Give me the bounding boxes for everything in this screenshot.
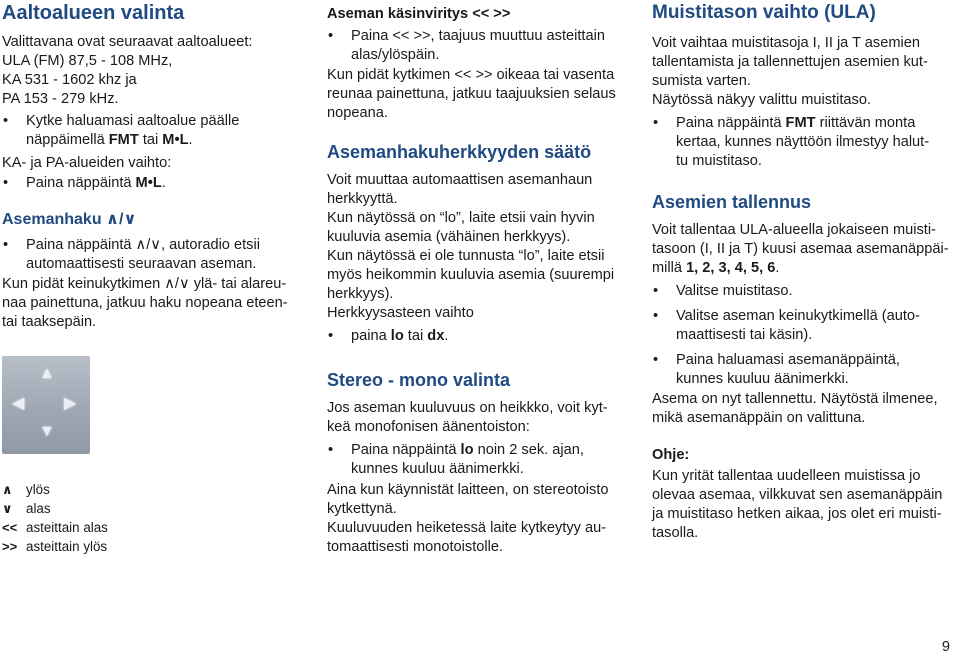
heading-kasinviritys: Aseman käsinviritys << >>: [327, 6, 511, 22]
key-lo: lo: [460, 442, 474, 458]
text: millä: [652, 260, 687, 276]
text-line: myös heikommin kuuluvia asemia (suurempi: [327, 267, 615, 283]
legend-text: alas: [26, 501, 51, 516]
text-line: herkkyyttä.: [327, 191, 398, 207]
legend-text: asteittain ylös: [26, 539, 108, 554]
symbol: ∨: [2, 501, 13, 516]
text-line: tasoon (I, II ja T) kuusi asemaa asemanäppäi-: [652, 241, 949, 257]
list-item: [327, 441, 633, 479]
bullet-list: [2, 174, 292, 193]
key-ml: M•L: [162, 132, 189, 148]
legend-row: [2, 480, 292, 499]
text: automaattisesti seuraavan aseman.: [26, 256, 257, 272]
text-line: Aina kun käynnistät laitteen, on stereotoisto: [327, 482, 609, 498]
symbol: >>: [2, 539, 18, 554]
key-fmt: FMT: [785, 115, 816, 131]
text-line: olevaa asemaa, vilkkuvat sen asemanäppäin: [652, 487, 943, 503]
text-line: Herkkyysasteen vaihto: [327, 305, 474, 321]
bullet-list: [327, 327, 633, 346]
text: näppäimellä: [26, 132, 109, 148]
text-line: Näytössä näkyy valittu muistitaso.: [652, 92, 871, 108]
text: .: [188, 132, 193, 148]
text-line: KA 531 - 1602 khz ja: [2, 72, 137, 88]
text-line: Valittavana ovat seuraavat aaltoalueet:: [2, 34, 253, 50]
text: kunnes kuuluu äänimerkki.: [676, 371, 849, 387]
text-line: Voit tallentaa ULA-alueella jokaiseen muisti-: [652, 222, 936, 238]
key-fmt: FMT: [108, 132, 139, 148]
list-item: [652, 114, 958, 171]
text: Valitse aseman keinukytkimellä (auto-: [676, 308, 920, 324]
text-line: kytkettynä.: [327, 501, 397, 517]
legend-text: ylös: [26, 482, 50, 497]
ohje-label: Ohje:: [652, 447, 690, 463]
page-number: 9: [941, 639, 950, 655]
legend-row: [2, 518, 292, 537]
column-right: [652, 0, 958, 543]
text-line: nopeana.: [327, 105, 388, 121]
text-line: KA- ja PA-alueiden vaihto:: [2, 155, 172, 171]
legend-row: [2, 499, 292, 518]
heading-asemanhaku: Asemanhaku ∧/∨: [2, 211, 137, 228]
text-line: ULA (FM) 87,5 - 108 MHz,: [2, 53, 173, 69]
text-line: kuuluvia asemia (vähäinen herkkyys).: [327, 229, 571, 245]
text: alas/ylöspäin.: [351, 47, 440, 63]
text: tu muistitaso.: [676, 153, 762, 169]
symbol: <<: [2, 520, 18, 535]
text: kunnes kuuluu äänimerkki.: [351, 461, 524, 477]
list-item: [2, 174, 292, 193]
text-line: tasolla.: [652, 525, 699, 541]
symbol: ∧: [2, 482, 13, 497]
text-line: herkkyys).: [327, 286, 394, 302]
text: Paina näppäintä: [676, 115, 786, 131]
text-line: Asema on nyt tallennettu. Näytöstä ilmenee,: [652, 391, 938, 407]
preset-keys: 1, 2, 3, 4, 5, 6: [686, 260, 776, 276]
bullet-list: [327, 441, 633, 479]
text-line: Kun pidät keinukytkimen ∧/∨ ylä- tai alareu-: [2, 276, 287, 292]
text-line: mikä asemanäppäin on valittuna.: [652, 410, 866, 426]
list-item: [652, 351, 958, 389]
text-line: Jos aseman kuuluvuus on heikkko, voit kyt-: [327, 400, 608, 416]
text-line: Kun pidät kytkimen << >> oikeaa tai vasenta: [327, 67, 615, 83]
text: .: [444, 328, 449, 344]
text-line: Kun yrität tallentaa uudelleen muistissa jo: [652, 468, 921, 484]
key-dx: dx: [427, 328, 445, 344]
text-line: Voit vaihtaa muistitasoja I, II ja T asemien: [652, 35, 920, 51]
bullet-list: [2, 112, 292, 150]
column-middle: [327, 0, 633, 557]
bullet-list: [652, 114, 958, 171]
text: noin 2 sek. ajan,: [473, 442, 584, 458]
text-line: Voit muuttaa automaattisen asemanhaun: [327, 172, 593, 188]
text: Paina näppäintä: [26, 175, 136, 191]
text: tai: [403, 328, 428, 344]
legend: [2, 480, 292, 556]
text-line: sumista varten.: [652, 73, 751, 89]
text-line: PA 153 - 279 kHz.: [2, 91, 119, 107]
text-line: reunaa painettuna, jatkuu taajuuksien selaus: [327, 86, 616, 102]
rocker-switch-image: [2, 356, 90, 454]
bullet-list: [2, 236, 292, 274]
column-left: [2, 0, 292, 556]
text: Paina haluamasi asemanäppäintä,: [676, 352, 900, 368]
text: Paina << >>, taajuus muuttuu asteittain: [351, 28, 605, 44]
arrow-right-icon: ▶: [64, 395, 77, 412]
list-item: [652, 307, 958, 345]
text-line: tai taaksepäin.: [2, 314, 97, 330]
text: Kytke haluamasi aaltoalue päälle: [26, 113, 240, 129]
title-aaltoalueen-valinta: Aaltoalueen valinta: [2, 2, 185, 24]
arrow-left-icon: ◀: [12, 395, 25, 412]
bullet-list: [652, 282, 958, 389]
list-item: [2, 236, 292, 274]
text: Paina näppäintä ∧/∨, autoradio etsii: [26, 237, 260, 253]
arrow-up-icon: ▲: [39, 365, 55, 382]
heading-herkkyys: Asemanhakuherkkyyden säätö: [327, 142, 592, 162]
text: .: [775, 260, 780, 276]
heading-stereo-mono: Stereo - mono valinta: [327, 370, 511, 390]
key-ml: M•L: [135, 175, 162, 191]
bullet-list: [327, 27, 633, 65]
text-line: tomaattisesti monotoistolle.: [327, 539, 504, 555]
text-line: naa painettuna, jatkuu haku nopeana eteen-: [2, 295, 288, 311]
text: kertaa, kunnes näyttöön ilmestyy halut-: [676, 134, 930, 150]
legend-row: [2, 537, 292, 556]
text-line: keä monofonisen äänentoiston:: [327, 419, 530, 435]
key-lo: lo: [390, 328, 404, 344]
arrow-down-icon: ▼: [39, 423, 55, 440]
text: paina: [351, 328, 391, 344]
text: tai: [138, 132, 163, 148]
list-item: [327, 27, 633, 65]
text: riittävän monta: [815, 115, 916, 131]
text-line: [652, 259, 958, 278]
text-line: Kun näytössä on “lo”, laite etsii vain hyvin: [327, 210, 595, 226]
list-item: [2, 112, 292, 150]
list-item: [327, 327, 633, 346]
text-line: Kun näytössä ei ole tunnusta “lo”, laite etsii: [327, 248, 605, 264]
heading-asemien-tallennus: Asemien tallennus: [652, 192, 812, 212]
title-muistitason-vaihto: Muistitason vaihto (ULA): [652, 2, 876, 23]
text-line: tallentamista ja tallennettujen asemien kut-: [652, 54, 928, 70]
text: maattisesti tai käsin).: [676, 327, 813, 343]
text: Paina näppäintä: [351, 442, 461, 458]
text: .: [161, 175, 166, 191]
list-item: • Valitse muistitaso.: [652, 282, 958, 301]
legend-text: asteittain alas: [26, 520, 108, 535]
text-line: ja muistitaso hetken aikaa, jos olet eri muisti-: [652, 506, 942, 522]
text-line: Kuuluvuuden heiketessä laite kytkeytyy au-: [327, 520, 607, 536]
